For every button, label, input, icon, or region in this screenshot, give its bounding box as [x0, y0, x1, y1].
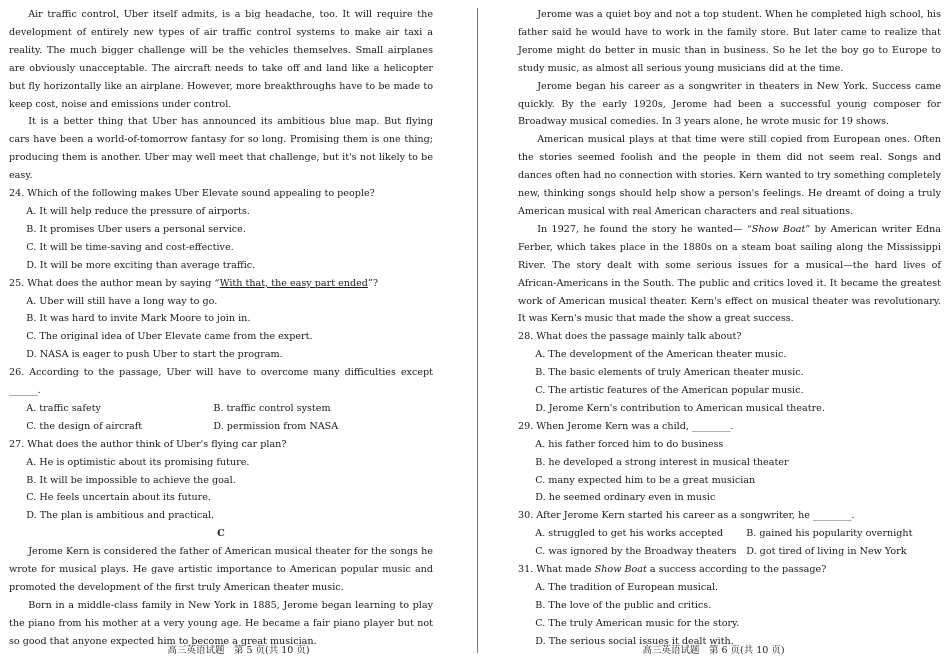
question-27-option-d: D. The plan is ambitious and practical. [26, 510, 215, 522]
question-30-stem: 30. After Jerome Kern started his career as a songwriter, he ________. [518, 510, 855, 522]
question-26-stem: 26. According to the passage, Uber will have to overcome many difficulties except ______. [9, 367, 433, 397]
question-31-option-b: B. The love of the public and critics. [535, 599, 712, 611]
question-26-options-row-2 [9, 418, 433, 436]
question-29-option-d: D. he seemed ordinary even in music [535, 492, 716, 504]
question-28-stem: 28. What does the passage mainly talk about? [518, 331, 742, 343]
passage-c-paragraph-childhood: Jerome was a quiet boy and not a top student. When he completed high school, his father said he would have to work in the family store. But later came to realize that Jerome might do better in music than in business. So he let the boy go to Europe to study music, as almost all serious young musicians did at the time. [518, 9, 941, 74]
question-28 [518, 328, 941, 418]
question-28-option-d: D. Jerome Kern's contribution to American musical theatre. [535, 402, 825, 414]
question-29-option-c: C. many expected him to be a great musician [535, 474, 756, 486]
show-boat-title: Show Boat [751, 223, 806, 235]
question-25-stem-start: 25. What does the author mean by saying “ [9, 277, 220, 289]
question-25-stem [9, 275, 433, 293]
passage-c-paragraph-career: Jerome began his career as a songwriter in theaters in New York. Success came quickly. By the early 1920s, Jerome had been a successful young composer for Broadway musical comedies. In 3 years alone, he wrote music for 19 shows. [518, 80, 941, 128]
question-29-option-b: B. he developed a strong interest in musical theater [535, 456, 789, 468]
question-25-option-c: C. The original idea of Uber Elevate came from the expert. [26, 331, 313, 343]
question-31-stem-end: a success according to the passage? [646, 564, 827, 576]
passage-c-paragraph-show-boat [518, 221, 941, 328]
passage-c-paragraph-birth: Born in a middle-class family in New York in 1885, Jerome began learning to play the piano from his mother at a very young age. He became a fair piano player but not so good that anyone expected him to become a great musician. [9, 599, 433, 647]
show-boat-paragraph-rest: ” by American writer Edna Ferber, which takes place in the 1880s on a steam boat sailing along the Mississippi River. The story dealt with some serious issues for a musical—the hard lives of African-Americans in the South. The public and critics loved it. It became the greatest work of American musical theater. Kern's effect on musical theater was revolutionary. It was Kern's music that made the show a great success. [518, 223, 941, 325]
question-30-option-c: C. was ignored by the Broadway theaters [535, 546, 737, 558]
question-24-option-a: A. It will help reduce the pressure of airports. [26, 205, 250, 217]
left-page-footer: 高三英语试题 第 5 页(共 10 页) [167, 645, 310, 656]
question-29 [518, 418, 941, 508]
page-divider [477, 8, 478, 653]
question-25-option-a: A. Uber will still have a long way to go. [26, 295, 218, 307]
question-28-option-c: C. The artistic features of the American popular music. [535, 385, 804, 397]
question-24-option-d: D. It will be more exciting than average traffic. [26, 259, 256, 271]
question-31-option-c: C. The truly American music for the story. [535, 617, 740, 629]
question-31-stem [518, 561, 941, 579]
question-24 [9, 185, 433, 275]
question-26-option-c: C. the design of aircraft [26, 420, 143, 432]
question-27 [9, 436, 433, 526]
question-30-option-a: A. struggled to get his works accepted [535, 528, 723, 540]
question-25-option-b: B. It was hard to invite Mark Moore to join in. [26, 313, 251, 325]
question-26-option-d: D. permission from NASA [213, 420, 339, 432]
question-29-stem: 29. When Jerome Kern was a child, ________. [518, 420, 734, 432]
passage-c-paragraph-intro: Jerome Kern is considered the father of American musical theater for the songs he wrote for musical plays. He gave artistic importance to American popular music and promoted the development of the first truly American theater music. [9, 546, 433, 593]
right-page-footer: 高三英语试题 第 6 页(共 10 页) [642, 645, 785, 656]
question-25-option-d: D. NASA is eager to push Uber to start the program. [26, 349, 283, 361]
question-26-option-b: B. traffic control system [213, 402, 331, 414]
question-31-option-a: A. The tradition of European musical. [535, 582, 719, 593]
question-31-option-d: D. The serious social issues it dealt with. [535, 635, 734, 647]
question-25-stem-end: ”? [367, 277, 378, 289]
question-27-stem: 27. What does the author think of Uber's flying car plan? [9, 438, 287, 450]
left-page-column [9, 6, 433, 651]
question-27-option-a: A. He is optimistic about its promising future. [26, 456, 250, 468]
question-31-show-boat-title: Show Boat [594, 564, 647, 576]
question-25-quoted-phrase: With that, the easy part ended [219, 277, 368, 289]
question-26-option-a: A. traffic safety [26, 402, 101, 414]
question-27-option-b: B. It will be impossible to achieve the goal. [26, 474, 236, 486]
question-27-option-c: C. He feels uncertain about its future. [26, 492, 211, 504]
question-24-option-b: B. It promises Uber users a personal service. [26, 223, 246, 235]
question-30-option-d: D. got tired of living in New York [746, 546, 907, 558]
question-30-option-b: B. gained his popularity overnight [746, 528, 913, 540]
question-26 [9, 364, 433, 436]
passage-b-paragraph-air-traffic: Air traffic control, Uber itself admits, is a big headache, too. It will require the development of entirely new types of air traffic control systems to make air taxi a reality. The much bigger challenge will be the vehicles themselves. Small airplanes are obviously unacceptable. The aircraft needs to take off and land like a helicopter but fly horizontally like an airplane. However, more breakthroughs have to be made to keep cost, noise and emissions under control. [9, 9, 433, 110]
question-25 [9, 275, 433, 365]
question-29-option-a: A. his father forced him to do business [535, 438, 724, 450]
question-28-option-a: A. The development of the American theater music. [535, 349, 787, 361]
question-30-options-row-2 [518, 543, 941, 561]
question-31 [518, 561, 941, 651]
question-31-stem-start: 31. What made [518, 564, 595, 576]
question-30 [518, 507, 941, 561]
section-c-heading: C [217, 528, 225, 540]
right-page-column [518, 6, 941, 651]
passage-c-paragraph-musicals: American musical plays at that time were still copied from European ones. Often the stories seemed foolish and the people in them did not seem real. Songs and dances often had no connection with stories. Kern wanted to try something completely new, thinking songs should help show a person's feelings. He dreamt of doing a truly American musical with real American characters and real situations. [518, 134, 941, 217]
show-boat-paragraph-start: In 1927, he found the story he wanted— “ [537, 223, 752, 235]
passage-b-paragraph-conclusion: It is a better thing that Uber has announced its ambitious blue map. But flying cars have been a world-of-tomorrow fantasy for so long. Promising them is one thing; producing them is another. Uber may well meet that challenge, but it's not likely to be easy. [9, 116, 433, 182]
question-24-option-c: C. It will be time-saving and cost-effective. [26, 241, 234, 253]
question-30-options-row-1 [518, 525, 941, 543]
question-26-options-row-1 [9, 400, 433, 418]
question-24-stem: 24. Which of the following makes Uber Elevate sound appealing to people? [9, 188, 375, 200]
question-28-option-b: B. The basic elements of truly American theater music. [535, 367, 804, 379]
